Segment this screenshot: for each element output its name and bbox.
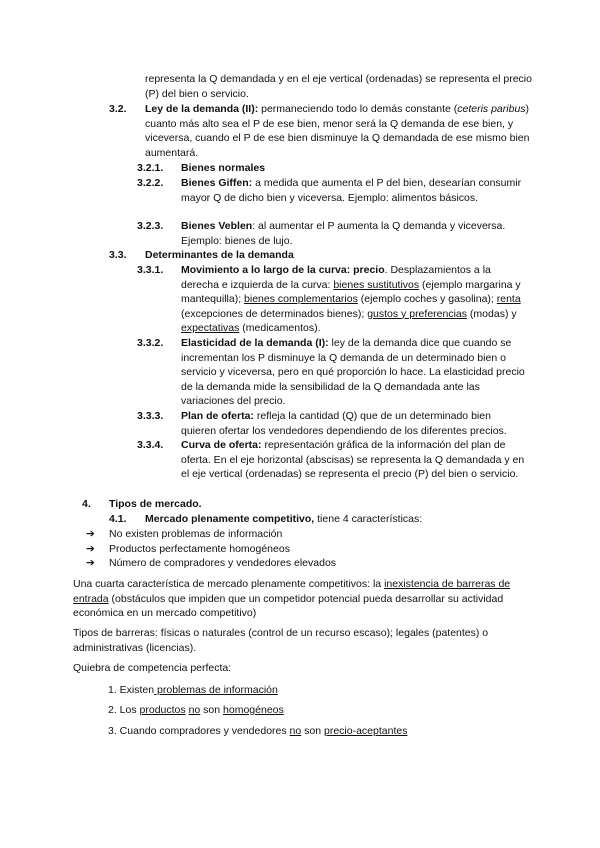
section-title: Bienes Giffen:	[181, 177, 253, 189]
section-title: Movimiento a lo largo de la curva: precio	[181, 264, 385, 276]
section-text: (ejemplo margarina y mantequilla);	[181, 278, 521, 306]
section-number: 4.	[82, 498, 91, 510]
section-title: Ley de la demanda (II):	[145, 103, 259, 115]
section-title: Bienes Veblen	[181, 220, 253, 232]
list-number: 3.	[108, 725, 117, 737]
list-item: Productos perfectamente homogéneos	[109, 543, 290, 555]
section-text: (modas) y	[467, 307, 517, 320]
section-number: 4.1.	[109, 513, 127, 525]
list-text: Los	[116, 704, 140, 716]
section-number: 3.3.3.	[137, 410, 164, 422]
underlined-term: problemas de información	[154, 684, 278, 696]
section-title: Mercado plenamente competitivo,	[145, 513, 315, 525]
section-number: 3.3.2.	[137, 337, 164, 349]
section-text: permaneciendo todo lo demás constante (	[258, 103, 458, 115]
section-text: . Desplazamientos a la derecha e izquierda de la curva:	[181, 264, 491, 291]
ordered-list-item	[108, 683, 278, 698]
section-number: 3.2.1.	[137, 162, 164, 174]
section-3-2-3	[181, 219, 526, 248]
section-text: ley de la demanda dice que cuando se incrementan los P disminuye la Q demanda de un determinado bien o servicio y viceversa, pero en qué proporción lo hace. La elasticidad precio de la demanda mide la sensibilidad de la Q demandada ante las variaciones del precio.	[181, 337, 525, 408]
section-text: refleja la cantidad (Q) que de un determinado bien quieren ofertar los vendedores dependiendo de los diferentes precios.	[181, 410, 507, 437]
latin-term: ceteris paribus	[457, 103, 526, 115]
underlined-term: gustos y preferencias	[367, 307, 468, 320]
paragraph-text: (obstáculos que impiden que un competidor potencial pueda desarrollar su actividad económica en un mercado competitivo)	[73, 592, 504, 620]
paragraph: Quiebra de competencia perfecta:	[73, 662, 232, 674]
list-text: son	[301, 725, 324, 737]
section-3-2-2	[181, 176, 526, 205]
paragraph-text: Una cuarta característica de mercado plenamente competitivos: la	[73, 578, 385, 590]
underlined-term: renta	[496, 293, 521, 306]
arrow-right-icon: ➔	[86, 528, 95, 540]
section-title: Determinantes de la demanda	[145, 249, 294, 261]
paragraph: Tipos de barreras: físicas o naturales (control de un recurso escaso); legales (patentes) o administrativas (licencias).	[73, 627, 489, 654]
ordered-list-item	[108, 703, 284, 718]
section-text: representación gráfica de la información del plan de oferta. En el eje horizontal (abscisas) se representa la Q demandada y en el eje vertical (ordenadas) se representa el precio (P) del bien o servicio.	[181, 439, 525, 481]
section-text: (medicamentos).	[239, 322, 321, 335]
arrow-right-icon: ➔	[86, 543, 95, 555]
underlined-term: expectativas	[181, 322, 240, 335]
list-item: No existen problemas de información	[109, 528, 283, 540]
paragraph	[73, 577, 531, 621]
section-title: Elasticidad de la demanda (I):	[181, 337, 329, 349]
section-number: 3.2.	[109, 103, 127, 115]
underlined-term: no	[188, 704, 201, 716]
continuation-text: representa la Q demandada y en el eje vertical (ordenadas) se representa el precio (P) del bien o servicio.	[145, 73, 532, 100]
list-number: 2.	[108, 704, 117, 716]
section-3-3-3	[181, 409, 526, 438]
section-text: tiene 4 características:	[314, 513, 423, 525]
arrow-right-icon: ➔	[86, 557, 95, 569]
section-number: 3.2.2.	[137, 177, 164, 189]
section-text: ) cuanto más alto sea el P de ese bien, menor será la Q demanda de ese bien, y viceversa, cuando el P de ese bien disminuye la Q demandada de ese mismo bien aumentará.	[145, 103, 530, 159]
list-item: Número de compradores y vendedores elevados	[109, 557, 337, 569]
list-number: 1.	[108, 684, 117, 696]
section-3-3-4	[181, 438, 526, 482]
section-3-3-2	[181, 336, 526, 409]
section-title: Tipos de mercado.	[109, 498, 202, 510]
section-title: Curva de oferta:	[181, 439, 262, 451]
section-3-3-1	[181, 263, 526, 336]
section-text: (ejemplo coches y gasolina);	[357, 293, 497, 306]
ordered-list-item	[108, 724, 407, 739]
underlined-term: bienes sustitutivos	[333, 278, 420, 291]
section-text: : al aumentar el P aumenta la Q demanda y viceversa. Ejemplo: bienes de lujo.	[181, 220, 506, 247]
underlined-term: no	[289, 725, 302, 737]
underlined-term: bienes complementarios	[244, 293, 358, 306]
section-title: Plan de oferta:	[181, 410, 254, 422]
section-3-2	[145, 102, 535, 160]
section-number: 3.3.	[109, 249, 127, 261]
section-title: Bienes normales	[181, 162, 266, 174]
list-text: son	[200, 704, 224, 716]
section-number: 3.3.4.	[137, 439, 164, 451]
list-text: Existen	[116, 684, 155, 696]
section-text: a medida que aumenta el P del bien, desearían consumir mayor Q de dicho bien y viceversa. Ejemplo: alimentos básicos.	[181, 177, 522, 204]
underlined-term: precio-aceptantes	[324, 725, 408, 737]
section-number: 3.2.3.	[137, 220, 164, 232]
section-text: (excepciones de determinados bienes);	[181, 307, 368, 320]
section-number: 3.3.1.	[137, 264, 164, 276]
underlined-term: productos	[139, 704, 186, 716]
section-4-1	[145, 512, 535, 527]
underlined-term: inexistencia de barreras de entrada	[73, 578, 511, 605]
list-text: Cuando compradores y vendedores	[116, 725, 290, 737]
underlined-term: homogéneos	[223, 704, 284, 716]
